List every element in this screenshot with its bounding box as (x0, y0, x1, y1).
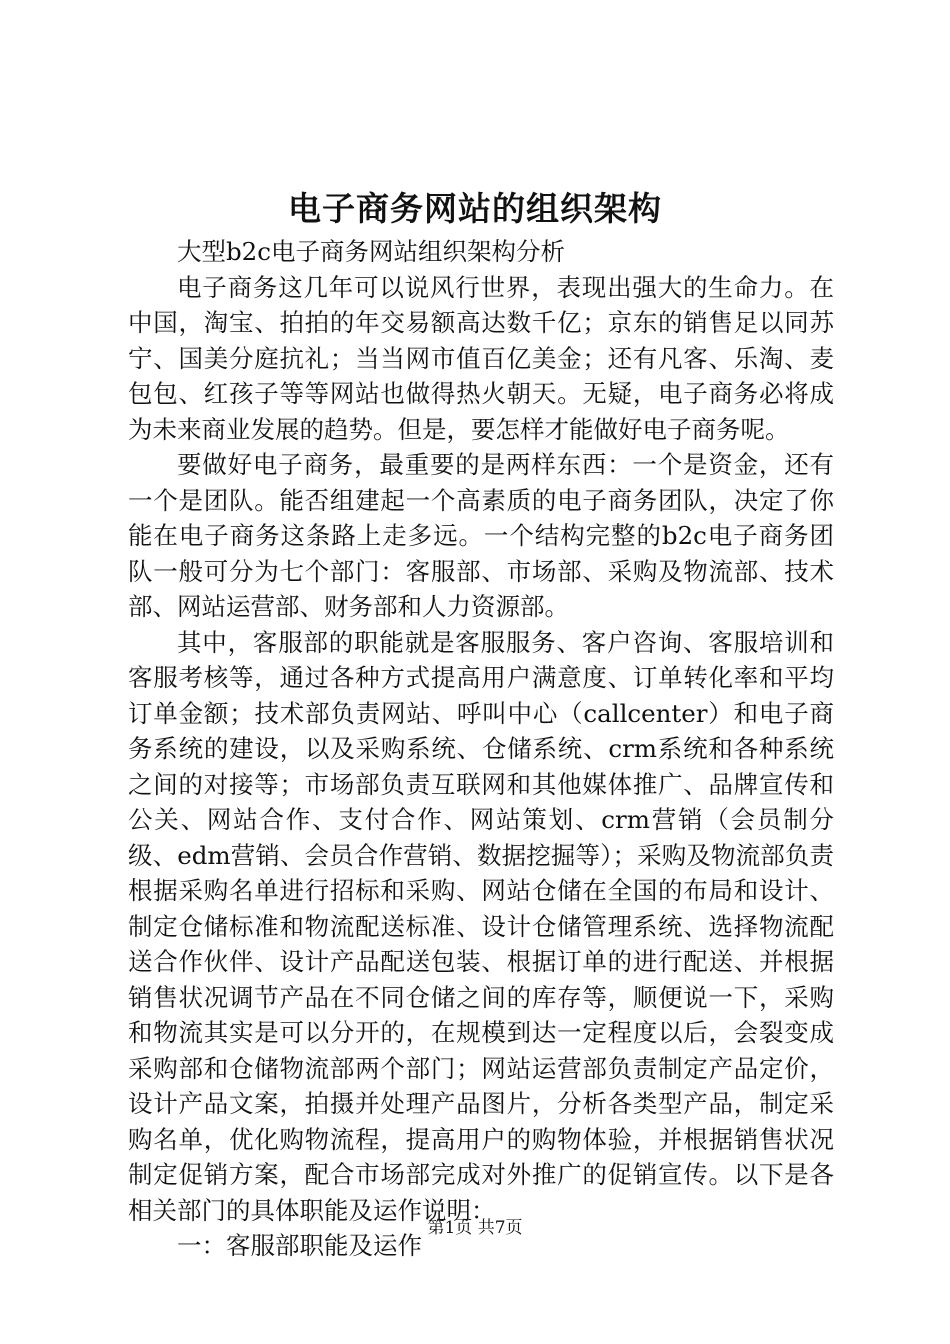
body-paragraph: 电子商务这几年可以说风行世界，表现出强大的生命力。在中国，淘宝、拍拍的年交易额高达数千亿；京东的销售足以同苏宁、国美分庭抗礼；当当网市值百亿美金；还有凡客、乐淘、麦包包、红孩子等等网站也做得热火朝天。无疑，电子商务必将成为未来商业发展的趋势。但是，要怎样才能做好电子商务呢。 (128, 272, 834, 444)
body-paragraph: 要做好电子商务，最重要的是两样东西：一个是资金，还有一个是团队。能否组建起一个高素质的电子商务团队，决定了你能在电子商务这条路上走多远。一个结构完整的b2c电子商务团队一般可分为七个部门：客服部、市场部、采购及物流部、技术部、网站运营部、财务部和人力资源部。 (128, 450, 834, 621)
document-body (128, 234, 834, 1264)
document-title: 电子商务网站的组织架构 (288, 189, 662, 228)
section-heading: 一：客服部职能及运作 (177, 1231, 422, 1260)
body-paragraph: 其中，客服部的职能就是客服服务、客户咨询、客服培训和客服考核等，通过各种方式提高用户满意度、订单转化率和平均订单金额；技术部负责网站、呼叫中心（callcenter）和电子商务系统的建设，以及采购系统、仓储系统、crm系统和各种系统之间的对接等；市场部负责互联网和其他媒体推广、品牌宣传和公关、网站合作、支付合作、网站策划、crm营销（会员制分级、edm营销、会员合作营销、数据挖掘等）；采购及物流部负责根据采购名单进行招标和采购、网站仓储在全国的布局和设计、制定仓储标准和物流配送标准、设计仓储管理系统、选择物流配送合作伙伴、设计产品配送包装、根据订单的进行配送、并根据销售状况调节产品在不同仓储之间的库存等，顺便说一下，采购和物流其实是可以分开的，在规模到达一定程度以后，会裂变成采购部和仓储物流部两个部门；网站运营部负责制定产品定价，设计产品文案，拍摄并处理产品图片，分析各类型产品，制定采购名单，优化购物流程，提高用户的购物体验，并根据销售状况制定促销方案，配合市场部完成对外推广的促销宣传。以下是各相关部门的具体职能及运作说明： (128, 627, 834, 1225)
page-footer: 第1页 共7页 (427, 1218, 523, 1238)
subtitle-paragraph: 大型b2c电子商务网站组织架构分析 (177, 237, 565, 266)
